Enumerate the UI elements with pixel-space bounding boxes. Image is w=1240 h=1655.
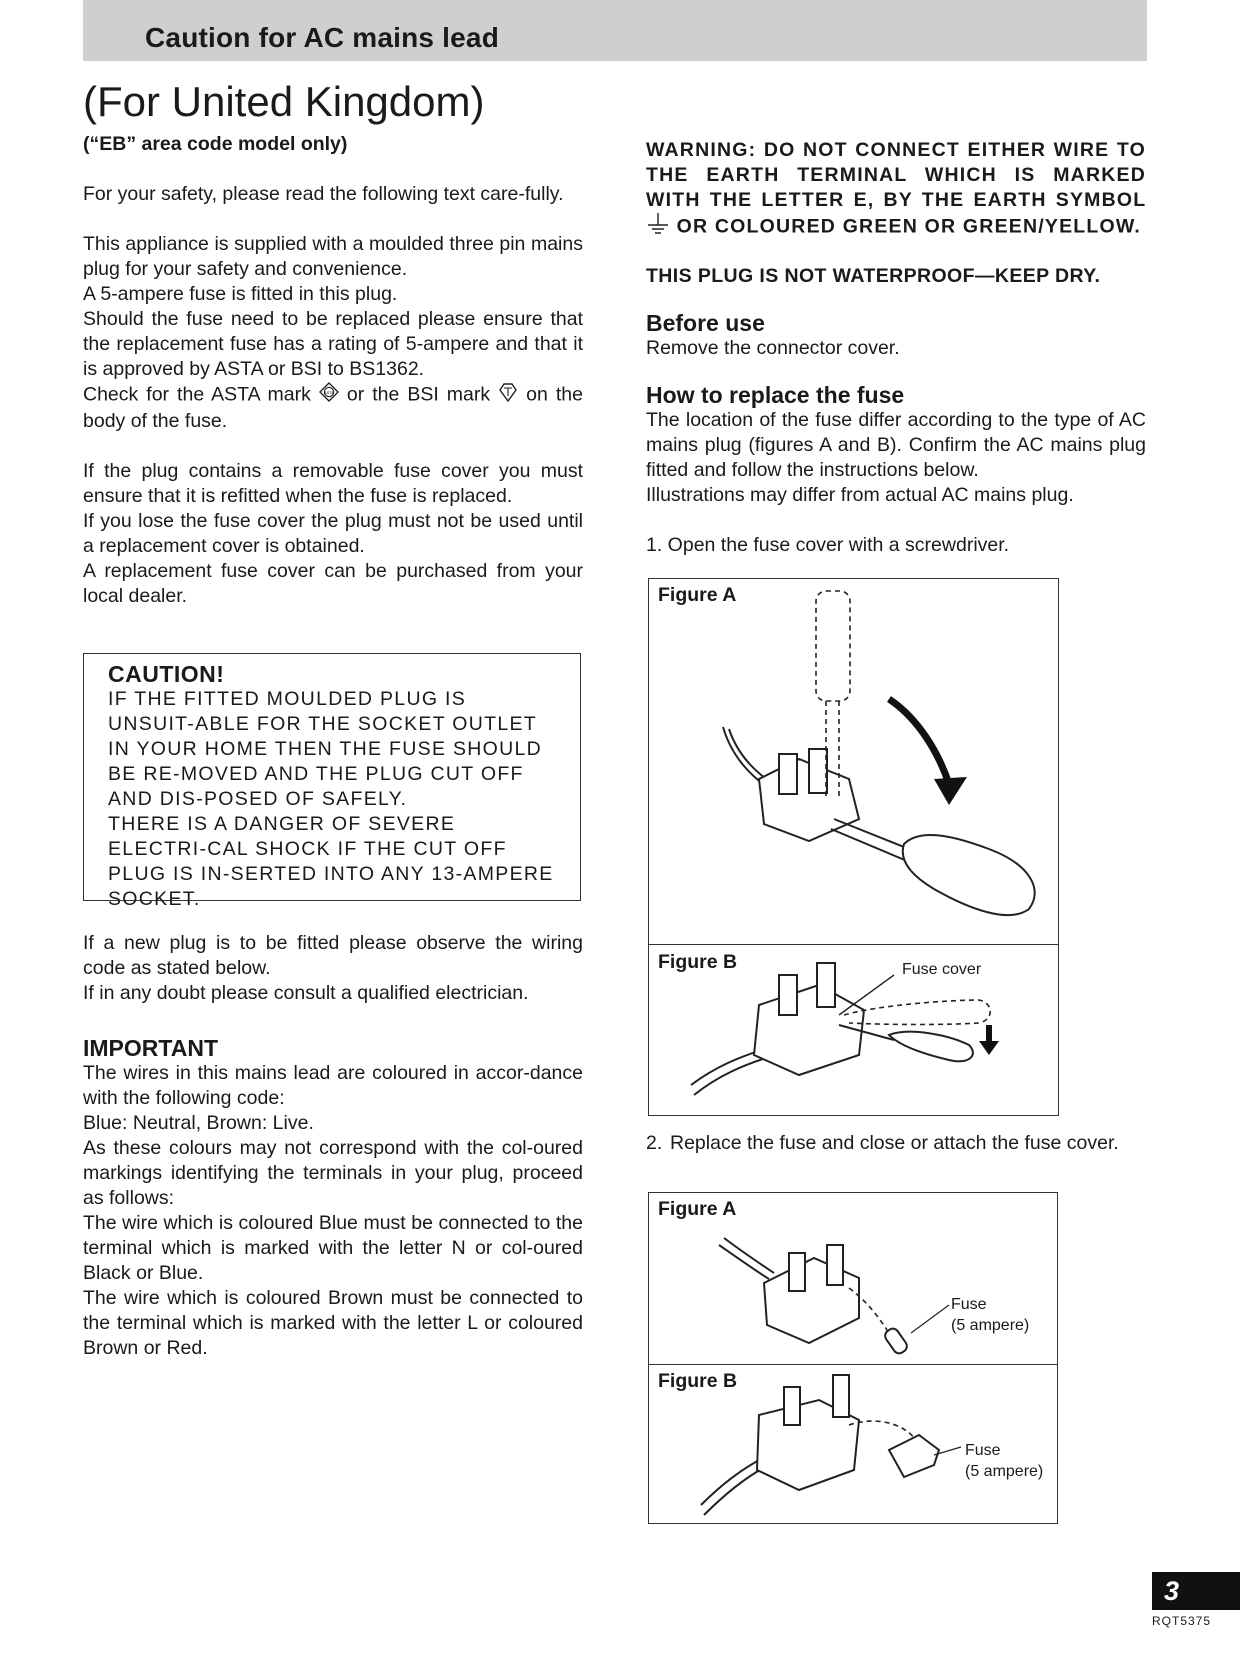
bsi-kitemark-icon bbox=[498, 382, 518, 409]
para-marks-b: or the BSI mark bbox=[346, 383, 491, 406]
asta-mark-icon bbox=[319, 382, 339, 409]
para-new-plug: If a new plug is to be fitted please observe the wiring code as stated below. bbox=[83, 932, 583, 979]
figure-1a-illustration bbox=[649, 579, 1060, 946]
para-replacement-cover: A replacement fuse cover can be purchased from your local dealer. bbox=[83, 560, 583, 607]
caution-text-1: IF THE FITTED MOULDED PLUG IS UNSUIT-ABLE FOR THE SOCKET OUTLET IN YOUR HOME THEN THE FUSE SHOULD BE RE-MOVED AND THE PLUG CUT OFF AND DIS-POSED OF SAFELY. bbox=[108, 688, 543, 810]
important-heading: IMPORTANT bbox=[83, 1035, 219, 1061]
earth-symbol-icon bbox=[646, 213, 670, 242]
step-2-text: Replace the fuse and close or attach the fuse cover. bbox=[670, 1132, 1119, 1154]
figure-2b-fuse-line1: Fuse bbox=[965, 1442, 1001, 1459]
replace-fuse-text: The location of the fuse differ according to the type of AC mains plug (figures A and B). Confirm the AC mains plug fitted and follow the instructions below. bbox=[646, 409, 1146, 481]
caution-box bbox=[83, 653, 581, 910]
caution-text-2: THERE IS A DANGER OF SEVERE ELECTRI-CAL SHOCK IF THE CUT OFF PLUG IS IN-SERTED INTO ANY 13-AMPERE SOCKET. bbox=[108, 813, 554, 910]
figure-2a-fuse-line1: Fuse bbox=[951, 1296, 987, 1313]
page-header-title: Caution for AC mains lead bbox=[145, 22, 500, 53]
figure-2b-fuse-line2: (5 ampere) bbox=[965, 1463, 1044, 1480]
para-doubt: If in any doubt please consult a qualified electrician. bbox=[83, 982, 529, 1004]
waterproof-warning: THIS PLUG IS NOT WATERPROOF—KEEP DRY. bbox=[646, 265, 1101, 287]
figure-2a-fuse-line2: (5 ampere) bbox=[951, 1317, 1030, 1334]
safety-line: For your safety, please read the following text care-fully. bbox=[83, 183, 564, 205]
warning-text-a: WARNING: DO NOT CONNECT EITHER WIRE TO THE EARTH TERMINAL WHICH IS MARKED WITH THE LETTER E, BY THE EARTH SYMBOL bbox=[646, 139, 1146, 211]
asta-mark-text: ASTA bbox=[323, 390, 334, 395]
para-marks-a: Check for the ASTA mark bbox=[83, 383, 311, 406]
para-marks bbox=[83, 382, 583, 434]
figure-1b-illustration bbox=[649, 945, 1060, 1117]
para-marks-c: on the body of the fuse. bbox=[83, 383, 583, 432]
page-number: 3 bbox=[1152, 1572, 1240, 1610]
figure-2b-box bbox=[648, 1364, 1058, 1524]
page-title: (For United Kingdom) bbox=[83, 78, 485, 125]
fuse-cover-label: Fuse cover bbox=[902, 961, 982, 978]
warning-text bbox=[646, 138, 1146, 242]
figure-1b-box bbox=[648, 944, 1059, 1116]
right-column-text bbox=[646, 264, 1146, 558]
imp-colours: As these colours may not correspond with the col-oured markings identifying the terminals in your plug, proceed as follows: bbox=[83, 1137, 583, 1209]
para-fuse-fitted: A 5-ampere fuse is fitted in this plug. bbox=[83, 283, 398, 305]
para-replace-fuse: Should the fuse need to be replaced please ensure that the replacement fuse has a rating of 5-ampere and that it is approved by ASTA or BSI to BS1362. bbox=[83, 308, 583, 380]
para-fuse-cover: If the plug contains a removable fuse cover you must ensure that it is refitted when the fuse is replaced. bbox=[83, 460, 583, 507]
figure-2a-label: Figure A bbox=[658, 1198, 737, 1220]
imp-brown: The wire which is coloured Brown must be connected to the terminal which is marked with the letter L or coloured Brown or Red. bbox=[83, 1287, 583, 1359]
warning-text-b: OR COLOURED GREEN OR GREEN/YELLOW. bbox=[676, 215, 1142, 238]
illustrations-note: Illustrations may differ from actual AC mains plug. bbox=[646, 484, 1074, 506]
figure-2b-illustration bbox=[649, 1365, 1059, 1525]
replace-fuse-heading: How to replace the fuse bbox=[646, 382, 905, 408]
before-use-heading: Before use bbox=[646, 310, 765, 336]
figure-1a-label: Figure A bbox=[658, 584, 737, 606]
para-supplied: This appliance is supplied with a moulded three pin mains plug for your safety and convenience. bbox=[83, 233, 583, 280]
step-2-number: 2. bbox=[646, 1132, 663, 1154]
figure-2a-illustration bbox=[649, 1193, 1059, 1366]
step-1: 1. Open the fuse cover with a screwdriver. bbox=[646, 534, 1010, 556]
figure-2a-box bbox=[648, 1192, 1058, 1365]
left-column-bottom bbox=[83, 931, 583, 1361]
left-column-top bbox=[83, 132, 583, 609]
area-code-note: (“EB” area code model only) bbox=[83, 133, 348, 155]
caution-title: CAUTION! bbox=[108, 661, 225, 687]
imp-blue: The wire which is coloured Blue must be connected to the terminal which is marked with the letter N or col-oured Black or Blue. bbox=[83, 1212, 583, 1284]
para-lose-cover: If you lose the fuse cover the plug must not be used until a replacement cover is obtained. bbox=[83, 510, 583, 557]
imp-code: Blue: Neutral, Brown: Live. bbox=[83, 1112, 314, 1134]
before-use-text: Remove the connector cover. bbox=[646, 337, 900, 359]
document-code: RQT5375 bbox=[1152, 1614, 1212, 1628]
imp-wires: The wires in this mains lead are coloured in accor-dance with the following code: bbox=[83, 1062, 583, 1109]
figure-1a-box bbox=[648, 578, 1059, 945]
figure-1b-label: Figure B bbox=[658, 951, 738, 973]
figure-2b-label: Figure B bbox=[658, 1370, 738, 1392]
step-2-row bbox=[646, 1131, 1146, 1156]
